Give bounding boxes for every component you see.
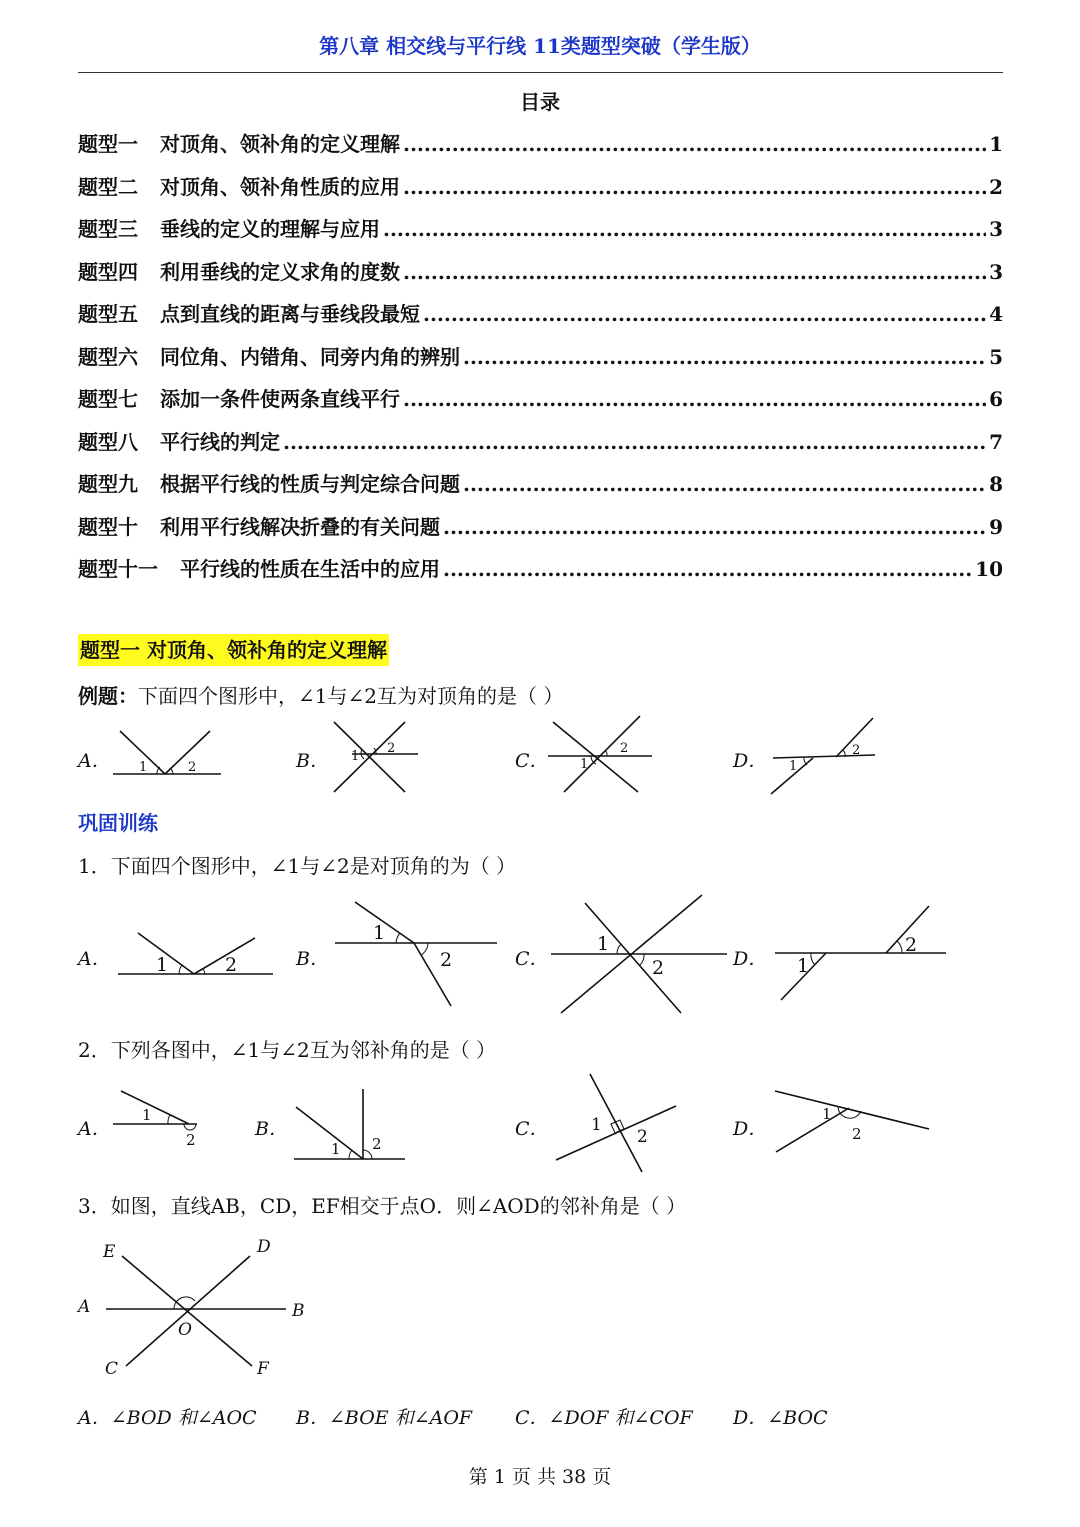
q3-answer-a: A．∠BOD 和∠AOC	[78, 1407, 257, 1429]
angle-label: 1	[156, 954, 169, 976]
angle-label: 2	[620, 741, 629, 756]
toc-item-page: 1	[989, 132, 1003, 156]
angle-label: 1	[797, 955, 810, 977]
q1-figure-d	[775, 906, 946, 1000]
toc-item-code: 题型一	[78, 132, 138, 156]
q2-figure-a	[113, 1091, 197, 1130]
toc-item-code: 题型六	[78, 344, 138, 369]
toc-item-page: 3	[989, 259, 1003, 284]
document-header: 第八章 相交线与平行线 11类题型突破（学生版）	[319, 34, 761, 58]
q2-option-b: B．	[255, 1118, 288, 1140]
point-label-e: E	[103, 1242, 116, 1262]
angle-label: 2	[188, 760, 197, 775]
q2-option-c: C．	[515, 1118, 549, 1140]
question-1: 1．下面四个图形中，∠1与∠2是对顶角的为（ ）	[78, 854, 517, 878]
toc-item-text: 点到直线的距离与垂线段最短	[160, 302, 420, 326]
q3-figure	[106, 1256, 286, 1366]
q2-option-d: D．	[733, 1118, 768, 1140]
question-3: 3．如图，直线AB，CD，EF相交于点O．则∠AOD的邻补角是（ ）	[78, 1194, 687, 1218]
toc-item-text: 同位角、内错角、同旁内角的辨别	[160, 344, 460, 369]
toc-item-text: 垂线的定义的理解与应用	[160, 217, 380, 241]
q1-option-a: A．	[78, 948, 111, 970]
angle-label: 2	[372, 1135, 382, 1153]
toc-item-code: 题型二	[78, 174, 138, 199]
q2-figure-c	[556, 1074, 676, 1172]
toc-item-text: 平行线的判定	[160, 429, 280, 454]
toc-item-text: 对顶角、领补角性质的应用	[160, 174, 400, 199]
example-option-b: B．	[296, 750, 329, 772]
toc-item-page: 7	[989, 429, 1003, 454]
example-option-c: C．	[515, 750, 549, 772]
angle-label: 1	[139, 760, 148, 775]
angle-label: 1	[373, 922, 386, 944]
q2-option-a: A．	[78, 1118, 111, 1140]
example-figure-a	[113, 731, 221, 774]
angle-label: 2	[387, 741, 396, 756]
example-figure-b	[334, 722, 418, 792]
q1-figure-a	[118, 933, 273, 974]
angle-label: 2	[852, 743, 861, 758]
toc-item-code: 题型十	[78, 514, 138, 539]
toc-title: 目录	[520, 90, 560, 114]
angle-label: 1	[580, 757, 589, 772]
point-label-o: O	[178, 1320, 192, 1340]
q3-answer-c: C．∠DOF 和∠COF	[515, 1407, 693, 1429]
angle-label: 2	[905, 934, 918, 956]
toc-item-page: 5	[989, 344, 1003, 369]
toc-item-page: 3	[989, 217, 1003, 241]
angle-label: 1	[331, 1140, 341, 1158]
angle-label: 2	[225, 954, 238, 976]
point-label-a: A	[78, 1297, 91, 1317]
toc-item-code: 题型七	[78, 387, 138, 411]
angle-label: 1	[591, 1115, 602, 1135]
toc-item-page: 9	[989, 514, 1003, 539]
angle-label: 1	[789, 759, 798, 774]
section-heading: 题型一 对顶角、领补角的定义理解	[78, 634, 389, 666]
toc-item-page: 10	[975, 557, 1003, 581]
toc-item-code: 题型三	[78, 217, 138, 241]
point-label-d: D	[257, 1237, 271, 1257]
toc-item-text: 平行线的性质在生活中的应用	[180, 557, 440, 581]
toc-item-code: 题型八	[78, 429, 138, 454]
angle-label: 1	[822, 1105, 832, 1123]
angle-label: 2	[637, 1127, 648, 1147]
toc-item-text: 根据平行线的性质与判定综合问题	[160, 472, 460, 496]
toc-item-page: 8	[989, 472, 1003, 496]
point-label-c: C	[105, 1359, 119, 1379]
toc-item-code: 题型十一	[78, 557, 158, 581]
angle-label: 1	[597, 933, 610, 955]
angle-label: 2	[186, 1131, 196, 1149]
example-option-a: A．	[78, 750, 111, 772]
angle-label: 2	[440, 949, 453, 971]
angle-label: 2	[852, 1125, 862, 1143]
example-text: 下面四个图形中，∠1与∠2互为对顶角的是（ ）	[138, 684, 564, 708]
toc-item-page: 6	[989, 387, 1003, 411]
q2-figure-b	[294, 1089, 405, 1159]
example-option-d: D．	[733, 750, 768, 772]
toc-item-text: 添加一条件使两条直线平行	[160, 387, 400, 411]
q3-answer-d: D．∠BOC	[733, 1407, 828, 1429]
point-label-f: F	[257, 1359, 269, 1379]
q1-option-d: D．	[733, 948, 768, 970]
q1-figure-c	[551, 895, 727, 1013]
example-figure-c	[548, 716, 652, 792]
point-label-b: B	[292, 1301, 305, 1321]
toc-item-text: 对顶角、领补角的定义理解	[160, 132, 400, 156]
angle-label: 1	[142, 1106, 152, 1124]
q1-option-b: B．	[296, 948, 329, 970]
question-2: 2．下列各图中，∠1与∠2互为邻补角的是（ ）	[78, 1038, 497, 1062]
q1-figure-b	[335, 902, 497, 1006]
q1-option-c: C．	[515, 948, 549, 970]
practice-heading: 巩固训练	[78, 811, 158, 835]
toc-item-code: 题型五	[78, 302, 138, 326]
toc-item-code: 题型九	[78, 472, 138, 496]
toc-item-text: 利用平行线解决折叠的有关问题	[160, 514, 440, 539]
toc-item-page: 4	[989, 302, 1003, 326]
example-label: 例题：	[78, 684, 138, 708]
angle-label: 1	[351, 749, 360, 764]
toc-item-text: 利用垂线的定义求角的度数	[160, 259, 400, 284]
toc-item-code: 题型四	[78, 259, 138, 284]
angle-label: 2	[652, 957, 665, 979]
page-footer: 第 1 页 共 38 页	[468, 1466, 612, 1488]
toc-item-page: 2	[989, 174, 1003, 199]
q3-answer-b: B．∠BOE 和∠AOF	[296, 1407, 473, 1429]
